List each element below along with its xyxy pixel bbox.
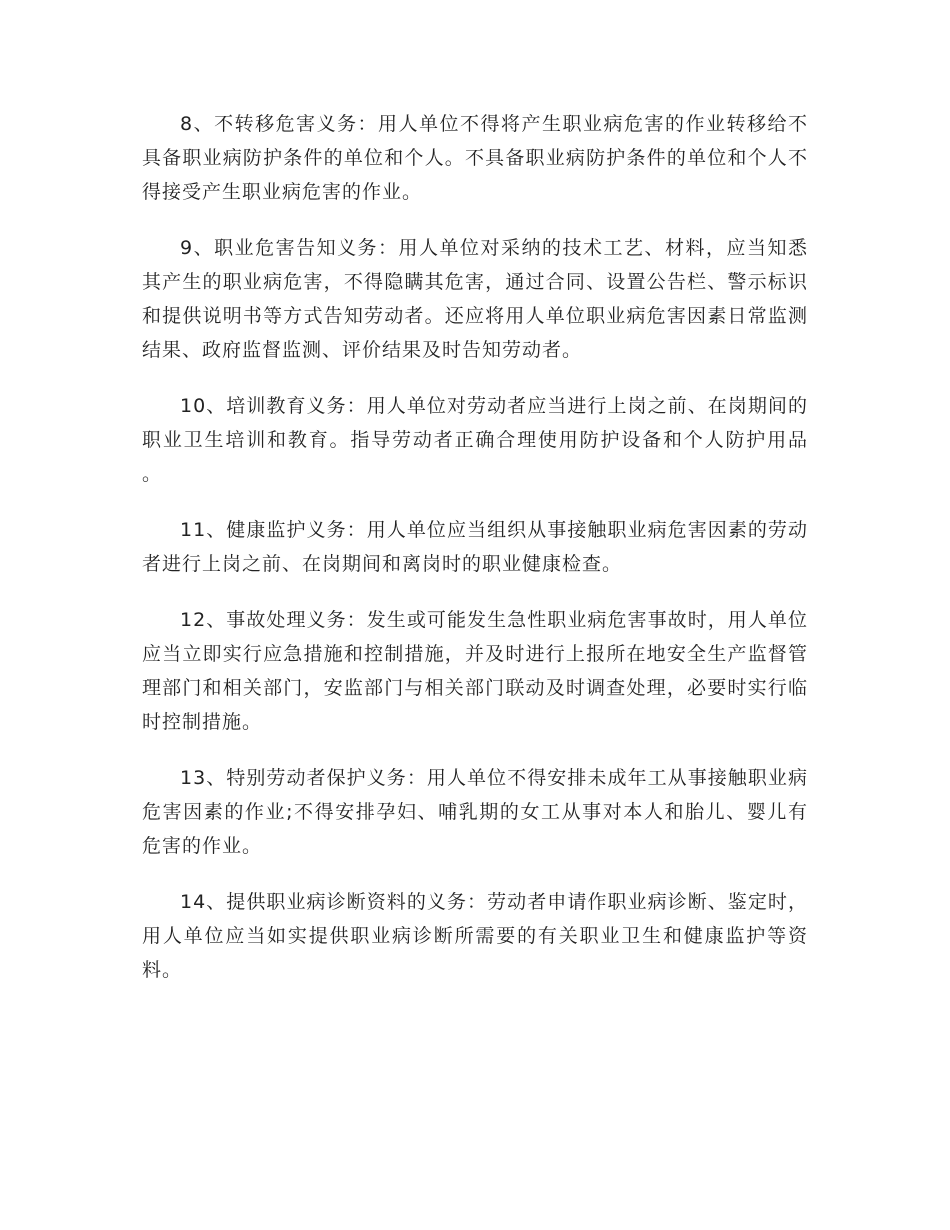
paragraph-10: 10、培训教育义务：用人单位对劳动者应当进行上岗之前、在岗期间的职业卫生培训和教育。指导劳动者正确合理使用防护设备和个人防护用品 。 [142,395,808,485]
paragraph-12: 12、事故处理义务：发生或可能发生急性职业病危害事故时，用人单位应当立即实行应急措施和控制措施，并及时进行上报所在地安全生产监督管理部门和相关部门，安监部门与相关部门联动及时调查处理，必要时实行临时控制措施。 [142,609,808,733]
paragraph-8: 8、不转移危害义务：用人单位不得将产生职业病危害的作业转移给不具备职业病防护条件的单位和个人。不具备职业病防护条件的单位和个人不得接受产生职业病危害的作业。 [142,113,808,203]
paragraph-13: 13、特别劳动者保护义务：用人单位不得安排未成年工从事接触职业病危害因素的作业;不得安排孕妇、哺乳期的女工从事对本人和胎儿、婴儿有危害的作业。 [142,767,808,857]
document-page [142,107,808,1009]
paragraph-14: 14、提供职业病诊断资料的义务：劳动者申请作职业病诊断、鉴定时，用人单位应当如实提供职业病诊断所需要的有关职业卫生和健康监护等资料。 [142,891,808,981]
paragraph-9: 9、职业危害告知义务：用人单位对采纳的技术工艺、材料，应当知悉其产生的职业病危害，不得隐瞒其危害，通过合同、设置公告栏、警示标识和提供说明书等方式告知劳动者。还应将用人单位职业病危害因素日常监测结果、政府监督监测、评价结果及时告知劳动者。 [142,237,808,361]
paragraph-11: 11、健康监护义务：用人单位应当组织从事接触职业病危害因素的劳动者进行上岗之前、在岗期间和离岗时的职业健康检查。 [142,519,808,575]
